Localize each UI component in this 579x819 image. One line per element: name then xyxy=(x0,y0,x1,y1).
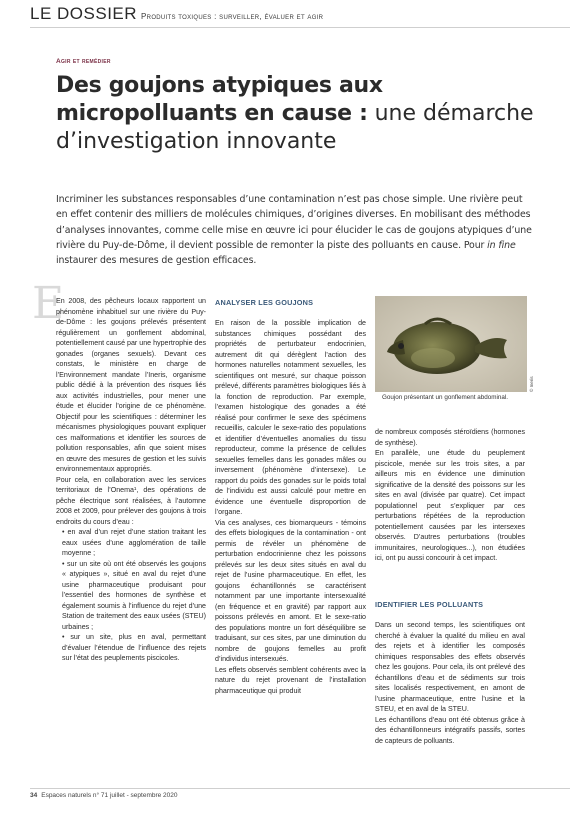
fish-photo xyxy=(375,296,527,392)
photo-credit: © Ineris xyxy=(529,376,534,392)
col3-paragraph-2: En parallèle, une étude du peuplement piscicole, menée sur les trois sites, a par ailleurs mis en évidence une diminution significative de la densité des poissons sur les sites en aval (divisée par quatre). Cet impact populationnel peut s’expliquer par ces perturbations répétées de la reproduction potentiellement causées par les intersexes observés. D’autres perturbations (troubles immunitaires, neurologiques...), non étudiées ici, ont pu aussi concourir à cet impact. xyxy=(375,449,525,562)
col3-paragraph-4: Les échantillons d’eau ont été obtenus grâce à des échantillonneurs intégratifs passifs, sortes de capteurs de polluants. xyxy=(375,715,525,745)
col1-bullet-3: • sur un site, plus en aval, permettant d’évaluer l’étendue de l’influence des rejets sur l’état des peuplements piscicoles. xyxy=(62,633,206,662)
col1-paragraph-2: Pour cela, en collaboration avec les services territoriaux de l’Onema¹, des opérations de pêche électrique sont réalisées, à l’automne 2008 et 2009, pour prélever des goujons à trois endroits du cours d’eau : xyxy=(56,475,206,526)
column-3-continued xyxy=(375,620,525,746)
col1-bullet-2: • sur un site où ont été observés les goujons « atypiques », situé en aval du rejet d’une usine pharmaceutique produisant pour l’essentiel des hormones de synthèse et également soumis à l’influence du rejet d’une Station de traitement des eaux usées (STEU) urbaines ; xyxy=(62,559,206,631)
col2-paragraph-2: Via ces analyses, ces biomarqueurs - témoins des effets biologiques de la contamination - ont permis de révéler un phénomène de perturbation endocrinienne chez les poissons prélevés sur les deux sites situés en aval du rejet de l’usine pharmaceutique. En effet, les goujons échantillonnés se caractérisent notamment par une importante intersexualité (en fréquence et en gravité) par rapport aux poissons prélevés en amont. Et le sexe-ratio des populations montre un fort déséquilibre se traduisant, sur ces sites, par une diminution du nombre de goujons femelles au profit d’individus intersexués. xyxy=(215,518,366,663)
photo-caption: Goujon présentant un gonflement abdominal. xyxy=(382,394,509,401)
intro-text-2: instaurer des mesures de gestion efficaces. xyxy=(56,255,257,267)
col1-bullet-1: • en aval d’un rejet d’une station traitant les eaux usées d’une agglomération de taille moyenne ; xyxy=(62,528,206,557)
section-heading-identifier: IDENTIFIER LES POLLUANTS xyxy=(375,600,484,609)
section-title: LE DOSSIER xyxy=(30,4,138,23)
dossier-header xyxy=(30,4,570,28)
column-1 xyxy=(56,296,206,664)
section-heading-analyser: ANALYSER LES GOUJONS xyxy=(215,298,314,307)
intro-text-1: Incriminer les substances responsables d’une contamination n’est pas chose simple. Une rivière peut en effet contenir des milliers de molécules chimiques, d’origines diverses. En mobilisant des méthodes d’analyses innovantes, comme celle mise en œuvre ici pour élucider le cas de goujons atypiques d’une rivière du Puy-de-Dôme, il devient possible de remonter la piste des polluants en cause. Pour xyxy=(56,194,532,251)
intro-italic: in fine xyxy=(487,239,516,251)
col2-paragraph-1: En raison de la possible implication de substances chimiques possédant des propriétés de perturbateur endocrinien, autrement dit qui dérèglent l’action des hormones naturelles notamment sexuelles, les scientifiques ont mesuré, sur chaque poisson prélevé, différents paramètres biologiques liés à la fonction de reproduction. Par exemple, l’examen histologique des gonades a été réalisé pour confirmer le sexe des spécimens recueillis, calculer le sexe-ratio des populations et identifier d’éventuelles anomalies du tissu reproducteur, comme la présence de cellules sexuelles femelles dans les gonades mâles ou inversement (phénomène d’intersexe). Le rapport du poids des gonades sur le poids total de l’individu est aussi calculé pour mettre en évidence une éventuelle disproportion de l’organe. xyxy=(215,319,366,516)
article-kicker: Agir et remédier xyxy=(56,58,111,65)
article-title xyxy=(56,72,536,156)
page-number: 34 xyxy=(30,792,38,799)
col2-paragraph-3: Les effets observés semblent cohérents avec la nature du rejet provenant de l’installation pharmaceutique qui produit xyxy=(215,665,366,695)
column-2 xyxy=(215,318,366,696)
article-title-bold: Des goujons atypiques aux micropolluants en cause : xyxy=(56,73,383,126)
section-subtitle: Produits toxiques : surveiller, évaluer et agir xyxy=(141,12,324,21)
page-footer xyxy=(30,788,570,799)
magazine-info: Espaces naturels n° 71 juillet - septembre 2020 xyxy=(41,792,178,799)
col3-paragraph-3: Dans un second temps, les scientifiques ont cherché à évaluer la qualité du milieu en aval des rejets et à identifier les composés chimiques responsables des effets observés chez les goujons. Pour cela, ils ont prélevé des échantillons d’eau et de sédiments sur trois sites localisés respectivement, en amont de l’usine pharmaceutique, entre l’usine et la STEU, et en aval de la STEU. xyxy=(375,621,525,713)
fish-illustration xyxy=(375,296,527,392)
col3-paragraph-1: de nombreux composés stéroïdiens (hormones de synthèse). xyxy=(375,428,525,447)
article-intro xyxy=(56,192,536,268)
column-3 xyxy=(375,427,525,564)
col1-paragraph-1: En 2008, des pêcheurs locaux rapportent un phénomène inhabituel sur une rivière du Puy-de-Dôme : les goujons prélevés présentent régulièrement un gonflement abdominal, potentiellement causé par une hypertrophie des gonades (organes sexuels). Devant ces constats, le ministère en charge de l’Environnement mandate l’Ineris, organisme public dédié à la prévention des risques liés aux activités industrielles, pour mener une étude et élucider l’origine de ce phénomène. Objectif pour les scientifiques : déterminer les mécanismes physiologiques pouvant expliquer ces malformations et identifier les sources de pollution responsables, afin que soient mises en œuvre des mesures de gestion et les suivis environnementaux appropriés. xyxy=(56,297,206,473)
article-title-light: une démarche d’investigation innovante xyxy=(56,101,534,154)
drop-cap: E xyxy=(32,278,65,329)
